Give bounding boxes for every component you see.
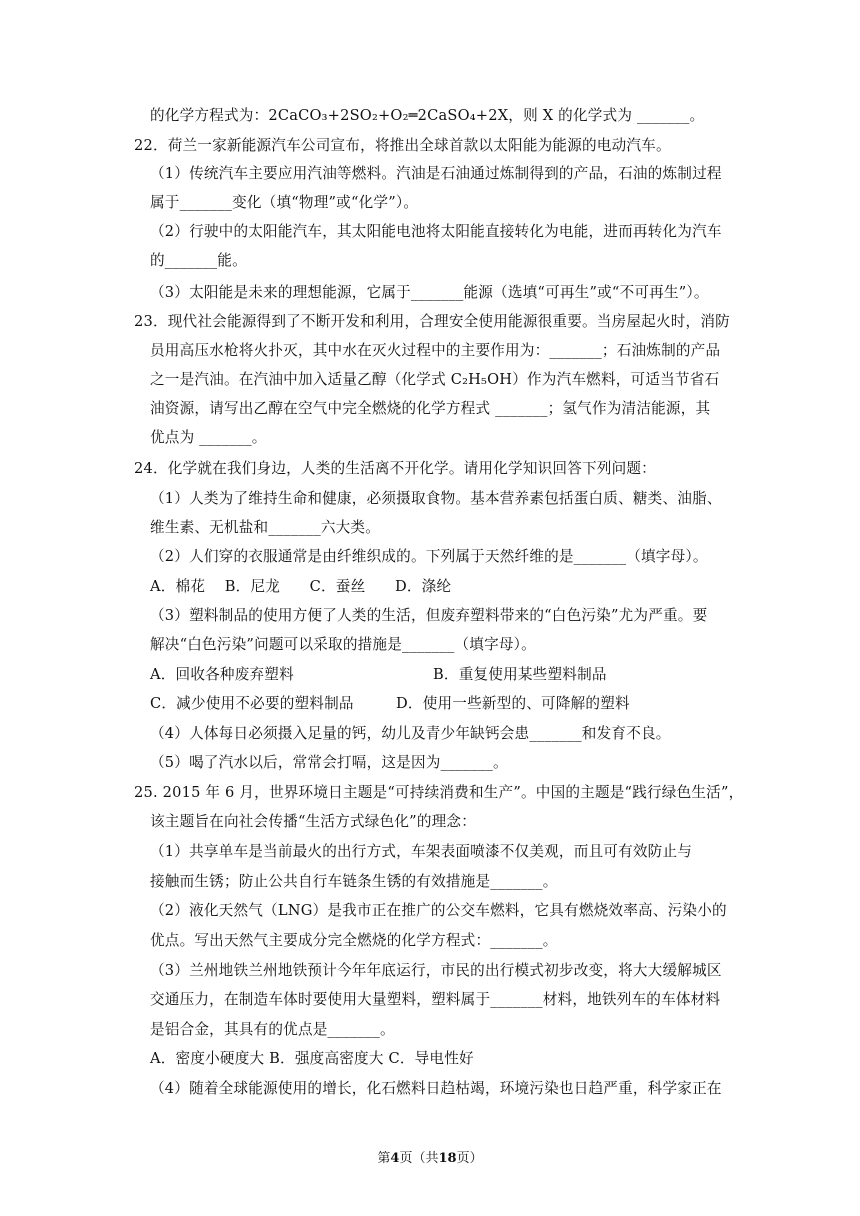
text-line: 员用高压水枪将火扑灭，其中水在灭火过程中的主要作用为：_______；石油炼制的产品: [150, 342, 721, 359]
text-line: 的_______能。: [150, 252, 247, 269]
text-line: 该主题旨在向社会传播“生活方式绿色化”的理念：: [150, 813, 476, 830]
text-line: （2）人们穿的衣服通常是由纤维织成的。下列属于天然纤维的是_______（填字母）。: [150, 548, 708, 565]
page-footer: [0, 1150, 860, 1168]
footer-page-number: 4: [390, 1151, 400, 1166]
text-line: （4）随着全球能源使用的增长，化石燃料日趋枯竭，环境污染也日趋严重，科学家正在: [150, 1080, 722, 1097]
question-24-stem: 24．化学就在我们身边，人类的生活离不开化学。请用化学知识回答下列问题：: [134, 460, 656, 477]
text-line: （1）传统汽车主要应用汽油等燃料。汽油是石油通过炼制得到的产品，石油的炼制过程: [150, 165, 722, 182]
question-25-stem: 25. 2015 年 6 月，世界环境日主题是“可持续消费和生产”。中国的主题是“践行绿色生活”，: [134, 784, 744, 801]
text-line: 的化学方程式为：2CaCO₃+2SO₂+O₂═2CaSO₄+2X，则 X 的化学式为 _______。: [150, 107, 705, 124]
question-22-stem: 22．荷兰一家新能源汽车公司宣布，将推出全球首款以太阳能为能源的电动汽车。: [134, 137, 671, 154]
choice-line: A．密度小硬度大 B．强度高密度大 C．导电性好: [150, 1050, 474, 1067]
text-line: （3）塑料制品的使用方便了人类的生活，但废弃塑料带来的“白色污染”尤为严重。要: [150, 607, 708, 624]
choice-b: B．重复使用某些塑料制品: [433, 666, 607, 683]
text-line: 交通压力，在制造车体时要使用大量塑料，塑料属于_______材料，地铁列车的车体材料: [150, 991, 721, 1008]
choice-d: D．使用一些新型的、可降解的塑料: [396, 695, 630, 712]
choice-c: C．减少使用不必要的塑料制品: [150, 695, 354, 712]
footer-total-pages: 18: [438, 1151, 457, 1166]
text-line: （1）人类为了维持生命和健康，必须摄取食物。基本营养素包括蛋白质、糖类、油脂、: [150, 490, 722, 507]
text-line: 油资源，请写出乙醇在空气中完全燃烧的化学方程式 _______；氢气作为清洁能源，其: [150, 400, 711, 417]
text-line: （2）行驶中的太阳能汽车，其太阳能电池将太阳能直接转化为电能，进而再转化为汽车: [150, 223, 722, 240]
text-line: 解决“白色污染”问题可以采取的措施是_______（填字母）。: [150, 636, 536, 653]
text-line: （2）液化天然气（LNG）是我市正在推广的公交车燃料，它具有燃烧效率高、污染小的: [150, 902, 727, 919]
choice-line: A．棉花 B．尼龙 C．蚕丝 D．涤纶: [150, 578, 452, 595]
text-line: （3）太阳能是未来的理想能源，它属于_______能源（选填“可再生”或“不可再生”）。: [150, 284, 709, 301]
text-line: （3）兰州地铁兰州地铁预计今年年底运行，市民的出行模式初步改变，将大大缓解城区: [150, 962, 722, 979]
footer-suffix: 页）: [456, 1151, 483, 1166]
text-line: 是铝合金，其具有的优点是_______。: [150, 1021, 395, 1038]
text-line: （4）人体每日必须摄入足量的钙，幼儿及青少年缺钙会患_______和发育不良。: [150, 725, 671, 742]
text-line: 优点为 _______。: [150, 429, 267, 446]
footer-middle: 页（共: [399, 1151, 439, 1166]
text-line: （1）共享单车是当前最火的出行方式，车架表面喷漆不仅美观，而且可有效防止与: [150, 843, 693, 860]
text-line: 维生素、无机盐和_______六大类。: [150, 519, 381, 536]
text-line: 属于_______变化（填“物理”或“化学”）。: [150, 194, 419, 211]
text-line: 接触而生锈；防止公共自行车链条生锈的有效措施是_______。: [150, 873, 558, 890]
text-line: （5）喝了汽水以后，常常会打嗝，这是因为_______。: [150, 754, 508, 771]
footer-prefix: 第: [377, 1151, 391, 1166]
text-line: 之一是汽油。在汽油中加入适量乙醇（化学式 C₂H₅OH）作为汽车燃料，可适当节省石: [150, 371, 720, 388]
text-line: 优点。写出天然气主要成分完全燃烧的化学方程式：_______。: [150, 932, 558, 949]
choice-a: A．回收各种废弃塑料: [150, 666, 294, 683]
question-23-stem: 23．现代社会能源得到了不断开发和利用，合理安全使用能源很重要。当房屋起火时，消防: [134, 313, 730, 330]
